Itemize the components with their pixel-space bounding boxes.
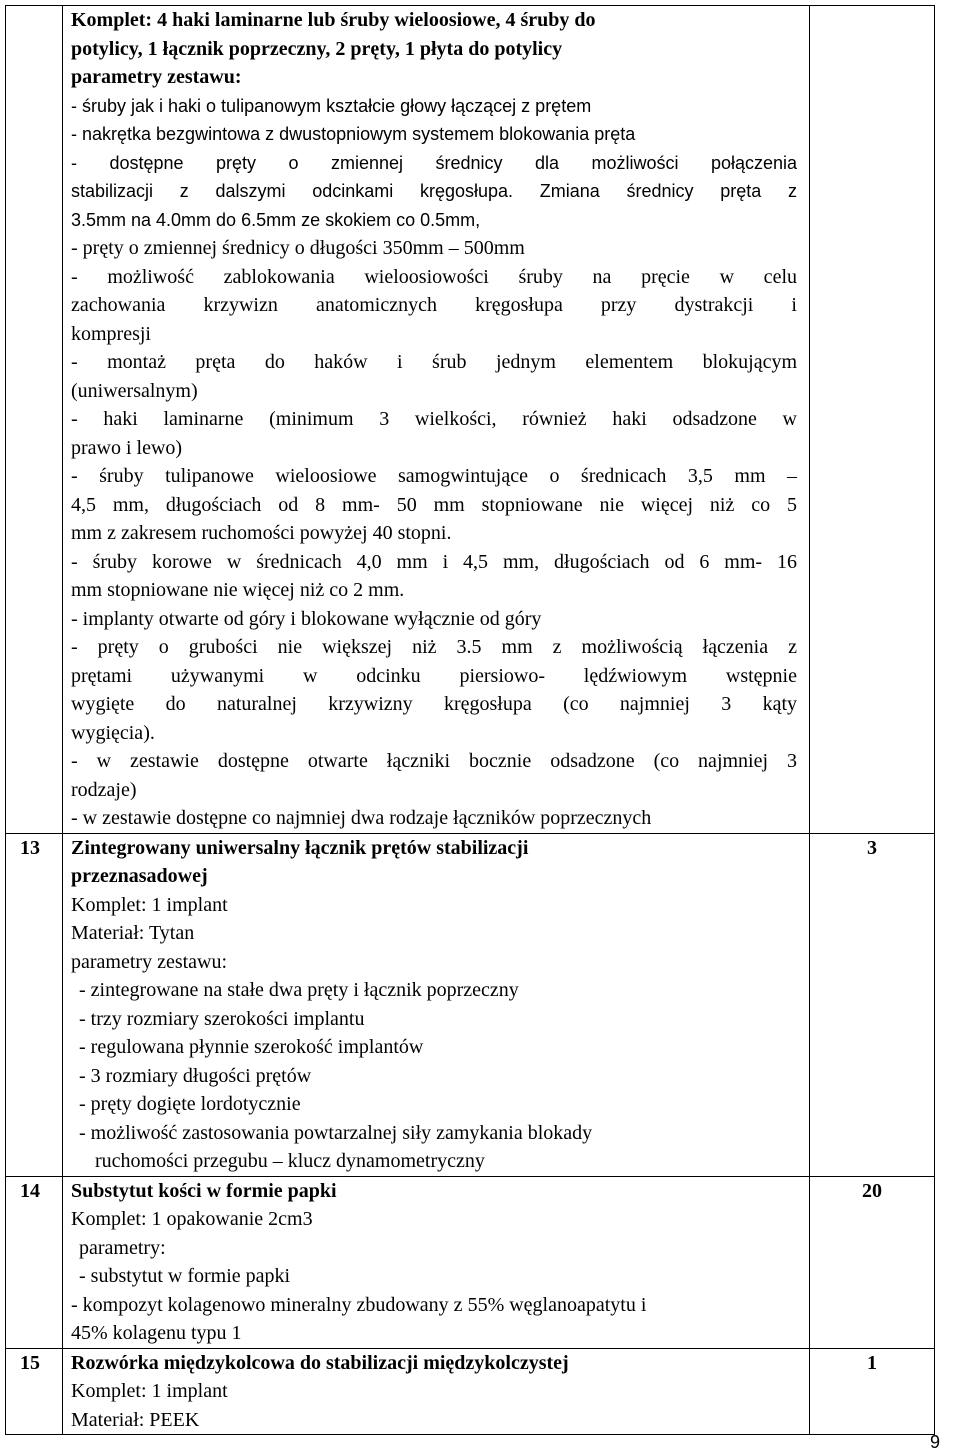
table-row [6, 6, 935, 834]
item-title-line: Substytut kości w formie papki [71, 1179, 337, 1202]
description-line: - kompozyt kolagenowo mineralny zbudowany z 55% węglanoapatytu i [71, 1293, 647, 1316]
description-line: mm stopniowane nie więcej niż co 2 mm. [71, 579, 405, 601]
description-line: 45% kolagenu typu 1 [71, 1322, 242, 1344]
description-line: - w zestawie dostępne otwarte łączniki bocznie odsadzone (co najmniej 3 [71, 750, 797, 772]
description-line: - w zestawie dostępne co najmniej dwa rodzaje łączników poprzecznych [71, 807, 652, 829]
description-line: - zintegrowane na stałe dwa pręty i łącznik poprzeczny [79, 979, 519, 1001]
specification-table [5, 5, 935, 1435]
description-line: zachowania krzywizn anatomicznych kręgosłupa przy dystrakcji i [71, 294, 797, 316]
item-number: 15 [6, 1348, 63, 1435]
item-quantity: 20 [810, 1176, 935, 1348]
description-line: kompresji [71, 322, 151, 345]
description-line: Komplet: 1 opakowanie 2cm3 [71, 1208, 313, 1230]
description-line: 3.5mm na 4.0mm do 6.5mm ze skokiem co 0.5mm, [71, 209, 481, 230]
description-line: wygięcia). [71, 721, 155, 744]
item-number: 13 [6, 833, 63, 1176]
description-line: - możliwość zastosowania powtarzalnej siły zamykania blokady [79, 1121, 593, 1144]
description-line: parametry: [79, 1236, 166, 1259]
description-line: - pręty o zmiennej średnicy o długości 350mm – 500mm [71, 237, 525, 259]
description-line: ruchomości przegubu – klucz dynamometryczny [95, 1150, 485, 1172]
description-line: - śruby tulipanowe wieloosiowe samogwintujące o średnicach 3,5 mm – [71, 465, 797, 487]
description-line: - śruby korowe w średnicach 4,0 mm i 4,5 mm, długościach od 6 mm- 16 [71, 550, 797, 573]
description-line: rodzaje) [71, 778, 137, 801]
item-description [63, 1348, 810, 1435]
description-line: prętami używanymi w odcinku piersiowo- lędźwiowym wstępnie [71, 664, 797, 687]
item-title-line: Rozwórka międzykolcowa do stabilizacji międzykolczystej [71, 1351, 569, 1374]
item-description [63, 6, 810, 834]
item-title-line: Komplet: 4 haki laminarne lub śruby wieloosiowe, 4 śruby do [71, 9, 596, 31]
description-line: - 3 rozmiary długości prętów [79, 1064, 312, 1087]
description-line: - nakrętka bezgwintowa z dwustopniowym systemem blokowania pręta [71, 124, 636, 144]
item-title-line: Zintegrowany uniwersalny łącznik prętów stabilizacji [71, 836, 529, 859]
table-row [6, 1348, 935, 1435]
table-row [6, 1176, 935, 1348]
item-title-line: parametry zestawu: [71, 66, 242, 88]
item-quantity [810, 6, 935, 834]
description-line: - substytut w formie papki [79, 1265, 291, 1287]
description-line: prawo i lewo) [71, 436, 183, 459]
description-line: (uniwersalnym) [71, 379, 198, 402]
description-line: - trzy rozmiary szerokości implantu [79, 1007, 365, 1030]
description-line: - regulowana płynnie szerokość implantów [79, 1036, 424, 1058]
description-line: - śruby jak i haki o tulipanowym kształcie głowy łączącej z prętem [71, 95, 592, 116]
description-line: 4,5 mm, długościach od 8 mm- 50 mm stopniowane nie więcej niż co 5 [71, 493, 797, 516]
item-title-line: potylicy, 1 łącznik poprzeczny, 2 pręty, 1 płyta do potylicy [71, 37, 563, 60]
description-line: - możliwość zablokowania wieloosiowości śruby na pręcie w celu [71, 265, 797, 288]
description-line: stabilizacji z dalszymi odcinkami kręgosłupa. Zmiana średnicy pręta z [71, 181, 797, 201]
description-line: - montaż pręta do haków i śrub jednym elementem blokującym [71, 351, 797, 373]
description-line: Materiał: Tytan [71, 922, 195, 944]
description-line: Komplet: 1 implant [71, 1380, 228, 1402]
description-line: parametry zestawu: [71, 950, 228, 973]
description-line: Materiał: PEEK [71, 1408, 200, 1431]
description-line: Komplet: 1 implant [71, 893, 228, 916]
page-number: 9 [930, 1432, 941, 1452]
description-line: - implanty otwarte od góry i blokowane wyłącznie od góry [71, 607, 542, 630]
item-description [63, 1176, 810, 1348]
item-quantity: 3 [810, 833, 935, 1176]
description-line: - pręty o grubości nie większej niż 3.5 mm z możliwością łączenia z [71, 636, 797, 658]
item-title-line: przeznasadowej [71, 865, 208, 887]
item-number: 14 [6, 1176, 63, 1348]
item-number [6, 6, 63, 834]
description-line: - haki laminarne (minimum 3 wielkości, również haki odsadzone w [71, 408, 797, 430]
table-row [6, 833, 935, 1176]
item-description [63, 833, 810, 1176]
description-line: wygięte do naturalnej krzywizny kręgosłupa (co najmniej 3 kąty [71, 693, 797, 715]
description-line: mm z zakresem ruchomości powyżej 40 stopni. [71, 522, 452, 544]
description-line: - dostępne pręty o zmiennej średnicy dla możliwości połączenia [71, 152, 797, 173]
item-quantity: 1 [810, 1348, 935, 1435]
description-line: - pręty dogięte lordotycznie [79, 1093, 301, 1115]
